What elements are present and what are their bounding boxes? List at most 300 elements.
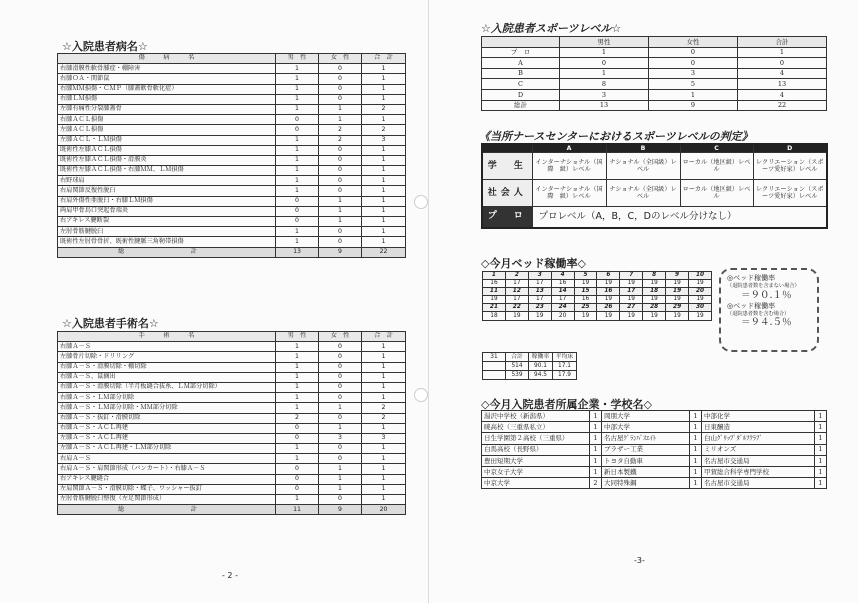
table-cell: 1 bbox=[276, 454, 319, 464]
disease-row bbox=[58, 227, 406, 237]
calendar-value: 19 bbox=[597, 296, 620, 304]
table-cell: 0 bbox=[276, 115, 319, 125]
table-cell: 3 bbox=[362, 433, 406, 443]
table-cell: 右膝Ａ－Ｓ・抜釘・滑膜切除 bbox=[58, 413, 276, 423]
disease-row bbox=[58, 206, 406, 216]
table-cell: 0 bbox=[276, 433, 319, 443]
level-cell: ローカル（地区級）レベル bbox=[680, 180, 753, 207]
table-cell: 9 bbox=[649, 100, 738, 111]
table-cell: 0 bbox=[738, 58, 827, 69]
surgery-row bbox=[58, 484, 406, 494]
company-name: 名古屋ｸﾞﾗﾝﾊﾟｽｴｲﾄ bbox=[602, 433, 690, 444]
rate-note-2: （退院患者数を含む場合） bbox=[727, 310, 790, 317]
table-cell: 1 bbox=[276, 342, 319, 352]
bed-summary-table bbox=[482, 352, 577, 380]
calendar-day: 30 bbox=[689, 304, 712, 312]
calendar-value: 19 bbox=[597, 280, 620, 288]
calendar-value: 20 bbox=[551, 312, 574, 320]
table-cell: 1 bbox=[319, 474, 362, 484]
disease-row bbox=[58, 155, 406, 165]
table-cell: 0 bbox=[319, 227, 362, 237]
table-cell: 既術性左膝ＡＣＬ損傷・右膝ＭＭ、ＬＭ損傷 bbox=[58, 166, 276, 176]
total-cell: 11 bbox=[276, 505, 319, 515]
surgery-row bbox=[58, 423, 406, 433]
company-count: 1 bbox=[690, 455, 702, 466]
disease-row bbox=[58, 94, 406, 104]
company-name: 名古屋市交通局 bbox=[702, 455, 815, 466]
summary-cell: 539 bbox=[506, 371, 529, 380]
level-header-cell: C bbox=[680, 144, 753, 153]
table-cell: 右肩外傷性亜脱臼・右膝ＬＭ損傷 bbox=[58, 196, 276, 206]
calendar-day: 27 bbox=[620, 304, 643, 312]
calendar-value: 19 bbox=[528, 312, 551, 320]
table-cell: 2 bbox=[362, 403, 406, 413]
table-cell: A bbox=[482, 58, 560, 69]
table-cell: 0 bbox=[560, 58, 649, 69]
table-cell: 0 bbox=[319, 166, 362, 176]
company-name: 甲賀総合科学専門学校 bbox=[702, 466, 815, 477]
calendar-value: 19 bbox=[620, 280, 643, 288]
calendar-day-row bbox=[483, 304, 712, 312]
company-name: 日東醸造 bbox=[702, 422, 815, 433]
table-cell: 3 bbox=[319, 433, 362, 443]
calendar-day: 8 bbox=[643, 272, 666, 280]
calendar-day: 24 bbox=[551, 304, 574, 312]
table-cell: 1 bbox=[362, 145, 406, 155]
table-cell: 1 bbox=[362, 382, 406, 392]
total-cell: 9 bbox=[319, 505, 362, 515]
surgery-row bbox=[58, 464, 406, 474]
table-cell: 4 bbox=[738, 89, 827, 100]
table-cell: 右膝滑膜性軟骨腫症・棚障害 bbox=[58, 64, 276, 74]
table-cell: 1 bbox=[362, 217, 406, 227]
table-cell: 8 bbox=[560, 79, 649, 90]
table-cell: 1 bbox=[362, 237, 406, 247]
rate-value-2: ＝９４.５％ bbox=[741, 317, 792, 328]
level-row-label: 社会人 bbox=[482, 180, 532, 207]
company-count: 1 bbox=[690, 444, 702, 455]
company-count: 1 bbox=[815, 444, 827, 455]
summary-cell: 94.5 bbox=[529, 371, 553, 380]
disease-row bbox=[58, 74, 406, 84]
right-page bbox=[429, 0, 858, 603]
table-cell: 1 bbox=[362, 186, 406, 196]
header-cell: 男 性 bbox=[276, 54, 319, 64]
calendar-value: 19 bbox=[689, 312, 712, 320]
table-cell: 左膝Ａ－Ｓ・ＡＣＬ再建・ＬＭ部分切除 bbox=[58, 444, 276, 454]
table-cell: 1 bbox=[362, 352, 406, 362]
table-cell: 右膝ＡＣＬ損傷 bbox=[58, 115, 276, 125]
disease-row bbox=[58, 237, 406, 247]
level-cell: インターナショナル（国 際 級）レベル bbox=[532, 180, 606, 207]
summary-header-row bbox=[483, 353, 577, 362]
disease-row bbox=[58, 115, 406, 125]
summary-header: 稼働率 bbox=[529, 353, 553, 362]
table-cell: 1 bbox=[362, 423, 406, 433]
table-cell: 1 bbox=[276, 84, 319, 94]
table-cell: 1 bbox=[362, 362, 406, 372]
company-count: 1 bbox=[590, 466, 602, 477]
page-number-left: - 2 - bbox=[222, 571, 238, 580]
header-cell: 女 性 bbox=[319, 54, 362, 64]
header-cell: 手 術 名 bbox=[58, 332, 276, 342]
table-cell: 1 bbox=[276, 176, 319, 186]
sport-row bbox=[482, 100, 827, 111]
header-cell: 女 性 bbox=[319, 332, 362, 342]
table-cell: 1 bbox=[319, 115, 362, 125]
table-cell: 左膝有痛性分裂膝蓋骨 bbox=[58, 104, 276, 114]
rate-note-1: （退院患者数を含まない場合） bbox=[727, 283, 800, 289]
surgery-row bbox=[58, 433, 406, 443]
rate-label-1: ◎ベッド稼働率 bbox=[727, 274, 776, 282]
table-cell: 0 bbox=[649, 47, 738, 58]
table-cell: 0 bbox=[319, 237, 362, 247]
calendar-day: 4 bbox=[551, 272, 574, 280]
table-cell: 1 bbox=[319, 403, 362, 413]
level-cell: レクリエーション（スポーツ愛好家）レベル bbox=[753, 153, 827, 180]
table-cell: 左膝Ａ－Ｓ・ＡＣＬ再建 bbox=[58, 433, 276, 443]
table-cell: 0 bbox=[276, 217, 319, 227]
company-name: 白山ｸﾞﾘｯﾌﾟﾀﾞﾙﾌｸﾗﾌﾞ bbox=[702, 433, 815, 444]
table-cell: 0 bbox=[319, 186, 362, 196]
company-count: 1 bbox=[815, 455, 827, 466]
table-cell: 1 bbox=[276, 237, 319, 247]
table-cell: 1 bbox=[276, 135, 319, 145]
calendar-value: 18 bbox=[483, 312, 506, 320]
pro-level-text: プロレベル（A，B，C，Dのレベル分けなし） bbox=[532, 207, 827, 228]
table-cell: 0 bbox=[319, 176, 362, 186]
table-cell: 1 bbox=[276, 372, 319, 382]
table-cell: 1 bbox=[276, 352, 319, 362]
table-cell: 1 bbox=[362, 166, 406, 176]
table-cell: 1 bbox=[649, 89, 738, 100]
calendar-day: 17 bbox=[620, 288, 643, 296]
table-cell: 1 bbox=[276, 393, 319, 403]
table-cell: 1 bbox=[319, 423, 362, 433]
table-cell: 1 bbox=[362, 342, 406, 352]
calendar-value: 19 bbox=[505, 312, 528, 320]
calendar-value: 17 bbox=[505, 280, 528, 288]
calendar-day: 3 bbox=[528, 272, 551, 280]
table-cell: 1 bbox=[276, 104, 319, 114]
calendar-day-row bbox=[483, 272, 712, 280]
table-cell: 1 bbox=[319, 217, 362, 227]
table-cell: 1 bbox=[276, 94, 319, 104]
table-cell: 5 bbox=[649, 79, 738, 90]
surgery-row bbox=[58, 382, 406, 392]
summary-cell bbox=[483, 371, 506, 380]
company-name: 新日本製鐵 bbox=[602, 466, 690, 477]
calendar-value: 19 bbox=[483, 296, 506, 304]
company-name: 湯沢中学校（新潟県） bbox=[482, 411, 590, 422]
disease-row bbox=[58, 84, 406, 94]
table-cell: 右膝Ａ－Ｓ・ＬＭ部分切除 bbox=[58, 393, 276, 403]
table-cell: 右アキレス腱縫合 bbox=[58, 474, 276, 484]
company-name: 中京大学 bbox=[482, 478, 590, 489]
header-cell: 合 計 bbox=[362, 54, 406, 64]
table-cell: 1 bbox=[276, 64, 319, 74]
surgery-row bbox=[58, 403, 406, 413]
company-row bbox=[482, 422, 827, 433]
surgery-header-row bbox=[58, 332, 406, 342]
table-cell: 1 bbox=[276, 74, 319, 84]
calendar-day: 5 bbox=[574, 272, 597, 280]
sport-header-row bbox=[482, 37, 827, 48]
company-title: ◇今月入院患者所属企業・学校名◇ bbox=[481, 398, 652, 411]
table-cell: 右膝ＯＡ・関節鼠 bbox=[58, 74, 276, 84]
header-cell: 男 性 bbox=[276, 332, 319, 342]
total-cell: 総 計 bbox=[58, 505, 276, 515]
table-cell: 1 bbox=[362, 94, 406, 104]
table-cell: 13 bbox=[560, 100, 649, 111]
company-row bbox=[482, 433, 827, 444]
table-cell: 0 bbox=[276, 196, 319, 206]
calendar-day: 10 bbox=[689, 272, 712, 280]
table-cell: 0 bbox=[319, 352, 362, 362]
rate-label-2: ◎ベッド稼働率 bbox=[727, 301, 776, 310]
table-cell: 既術性左膝ＡＣＬ損傷 bbox=[58, 145, 276, 155]
table-cell: 1 bbox=[362, 393, 406, 403]
disease-row bbox=[58, 186, 406, 196]
table-cell: 1 bbox=[362, 484, 406, 494]
table-cell: 左肘骨筋腱脱臼 bbox=[58, 227, 276, 237]
summary-header: 31 bbox=[483, 353, 506, 362]
table-cell: 0 bbox=[276, 125, 319, 135]
company-count: 1 bbox=[590, 411, 602, 422]
company-count: 1 bbox=[690, 433, 702, 444]
calendar-day: 23 bbox=[528, 304, 551, 312]
calendar-day: 15 bbox=[574, 288, 597, 296]
surgery-row bbox=[58, 495, 406, 505]
calendar-value: 17 bbox=[528, 280, 551, 288]
disease-row bbox=[58, 125, 406, 135]
calendar-value: 19 bbox=[666, 296, 689, 304]
company-row bbox=[482, 444, 827, 455]
calendar-day: 6 bbox=[597, 272, 620, 280]
table-cell: 3 bbox=[362, 135, 406, 145]
table-cell: 1 bbox=[319, 464, 362, 474]
table-cell: 1 bbox=[362, 196, 406, 206]
disease-table bbox=[57, 53, 406, 258]
table-cell: 1 bbox=[362, 155, 406, 165]
calendar-value: 19 bbox=[643, 312, 666, 320]
table-cell: 0 bbox=[319, 444, 362, 454]
sport-title: ☆入院患者スポーツレベル☆ bbox=[481, 22, 622, 35]
table-cell: 1 bbox=[319, 484, 362, 494]
level-cell: ナショナル（全国級）レベル bbox=[606, 153, 680, 180]
table-cell: 1 bbox=[362, 474, 406, 484]
table-cell: 1 bbox=[738, 47, 827, 58]
company-count: 1 bbox=[590, 455, 602, 466]
calendar-value-row bbox=[483, 312, 712, 320]
company-name: 大同特殊鋼 bbox=[602, 478, 690, 489]
surgery-row bbox=[58, 454, 406, 464]
disease-row bbox=[58, 166, 406, 176]
disease-row bbox=[58, 64, 406, 74]
summary-header: 合計 bbox=[506, 353, 529, 362]
company-name: 中部化学 bbox=[702, 411, 815, 422]
page-number-right: -3- bbox=[634, 556, 645, 565]
company-name: 豊田短期大学 bbox=[482, 455, 590, 466]
table-cell: 1 bbox=[362, 464, 406, 474]
table-cell: 0 bbox=[649, 58, 738, 69]
table-cell: 0 bbox=[319, 362, 362, 372]
company-row bbox=[482, 466, 827, 477]
punch-hole bbox=[414, 195, 428, 209]
calendar-value: 16 bbox=[483, 280, 506, 288]
table-cell: 右膝Ａ－Ｓ、鼠摘出 bbox=[58, 372, 276, 382]
calendar-day: 13 bbox=[528, 288, 551, 296]
calendar-value: 19 bbox=[597, 312, 620, 320]
sport-level-table bbox=[481, 36, 827, 111]
calendar-day: 7 bbox=[620, 272, 643, 280]
table-cell: 0 bbox=[319, 342, 362, 352]
calendar-value: 17 bbox=[528, 296, 551, 304]
table-cell: 両肩甲骨烏口突起骨端炎 bbox=[58, 206, 276, 216]
table-cell: 0 bbox=[319, 84, 362, 94]
sport-row bbox=[482, 79, 827, 90]
surgery-title: ☆入院患者手術名☆ bbox=[62, 317, 159, 330]
table-cell: 右肩Ａ－Ｓ・肩関節形成（バンカート）・右膝Ａ－Ｓ bbox=[58, 464, 276, 474]
level-row-label: プ ロ bbox=[482, 207, 532, 228]
calendar-value: 19 bbox=[643, 296, 666, 304]
disease-title: ☆入院患者病名☆ bbox=[62, 40, 148, 53]
surgery-total-row bbox=[58, 505, 406, 515]
company-name: トヨタ自動車 bbox=[602, 455, 690, 466]
calendar-value: 16 bbox=[551, 280, 574, 288]
table-cell: 右肩Ａ－Ｓ bbox=[58, 454, 276, 464]
table-cell: 1 bbox=[362, 176, 406, 186]
header-cell: 女性 bbox=[649, 37, 738, 48]
table-cell: 0 bbox=[319, 94, 362, 104]
table-cell: 1 bbox=[560, 47, 649, 58]
calendar-value: 19 bbox=[574, 280, 597, 288]
calendar-value-row bbox=[483, 296, 712, 304]
table-cell: 0 bbox=[319, 495, 362, 505]
bed-calendar-table bbox=[482, 271, 712, 321]
calendar-day: 18 bbox=[643, 288, 666, 296]
calendar-value-row bbox=[483, 280, 712, 288]
company-count: 1 bbox=[590, 422, 602, 433]
table-cell: 右野球肩 bbox=[58, 176, 276, 186]
table-cell: 右膝ＭＭ損傷・ＣＭＰ（膝蓋軟骨軟化症） bbox=[58, 84, 276, 94]
table-cell: 右膝Ａ－Ｓ・ＡＣＬ再建 bbox=[58, 423, 276, 433]
header-cell: 合 計 bbox=[362, 332, 406, 342]
level-row bbox=[482, 153, 827, 180]
level-cell: ローカル（地区級）レベル bbox=[680, 153, 753, 180]
table-cell: 0 bbox=[319, 145, 362, 155]
table-cell: 1 bbox=[276, 166, 319, 176]
calendar-day: 2 bbox=[505, 272, 528, 280]
table-cell: 3 bbox=[560, 89, 649, 100]
table-cell: 1 bbox=[362, 115, 406, 125]
calendar-value: 19 bbox=[666, 280, 689, 288]
calendar-value: 17 bbox=[505, 296, 528, 304]
table-cell: 1 bbox=[276, 227, 319, 237]
company-count: 1 bbox=[690, 422, 702, 433]
level-cell: インターナショナル（国 際 級）レベル bbox=[532, 153, 606, 180]
company-row bbox=[482, 478, 827, 489]
calendar-day: 20 bbox=[689, 288, 712, 296]
calendar-value: 19 bbox=[620, 312, 643, 320]
company-table bbox=[481, 410, 827, 489]
table-cell: 1 bbox=[362, 454, 406, 464]
company-row bbox=[482, 455, 827, 466]
table-cell: 1 bbox=[319, 206, 362, 216]
bed-title: ◇今月ベッド稼働率◇ bbox=[481, 257, 586, 270]
surgery-row bbox=[58, 352, 406, 362]
company-name: 日生学園第２高校（三重県） bbox=[482, 433, 590, 444]
bed-rate-box bbox=[719, 268, 819, 352]
table-cell: 0 bbox=[319, 413, 362, 423]
summary-header: 平均床 bbox=[553, 353, 577, 362]
total-cell: 22 bbox=[362, 247, 406, 257]
table-cell: 左膝骨片切除・ドリリング bbox=[58, 352, 276, 362]
company-name: ブラザー工業 bbox=[602, 444, 690, 455]
table-cell: 0 bbox=[319, 382, 362, 392]
level-header-cell: B bbox=[606, 144, 680, 153]
surgery-row bbox=[58, 413, 406, 423]
table-cell: 0 bbox=[319, 74, 362, 84]
company-row bbox=[482, 411, 827, 422]
table-cell: 左肩関節Ａ－Ｓ・滑膜切除・蝶子、ワッシャー抜釘 bbox=[58, 484, 276, 494]
company-count: 2 bbox=[590, 478, 602, 489]
sport-row bbox=[482, 89, 827, 100]
table-cell: 1 bbox=[276, 382, 319, 392]
summary-cell: 17.9 bbox=[553, 371, 577, 380]
level-judgement-table bbox=[481, 143, 828, 229]
table-cell: 2 bbox=[319, 125, 362, 135]
table-cell: 既術性左膝ＡＣＬ損傷・滑膜炎 bbox=[58, 155, 276, 165]
calendar-day: 14 bbox=[551, 288, 574, 296]
table-cell: 0 bbox=[319, 393, 362, 403]
table-cell: 1 bbox=[276, 444, 319, 454]
level-row-label: 学 生 bbox=[482, 153, 532, 180]
table-cell: 1 bbox=[276, 186, 319, 196]
company-count: 1 bbox=[815, 466, 827, 477]
calendar-value: 19 bbox=[643, 280, 666, 288]
calendar-day: 12 bbox=[505, 288, 528, 296]
table-cell: 右膝Ａ－Ｓ・ＬＭ部分切除・ＭＭ部分切除 bbox=[58, 403, 276, 413]
company-count: 1 bbox=[690, 466, 702, 477]
table-cell: 1 bbox=[362, 206, 406, 216]
calendar-day-row bbox=[483, 288, 712, 296]
table-cell: 総計 bbox=[482, 100, 560, 111]
table-cell: 1 bbox=[276, 495, 319, 505]
summary-cell bbox=[483, 362, 506, 371]
header-cell: 合計 bbox=[738, 37, 827, 48]
level-row-pro bbox=[482, 207, 827, 228]
calendar-day: 25 bbox=[574, 304, 597, 312]
calendar-day: 1 bbox=[483, 272, 506, 280]
table-cell: 1 bbox=[276, 403, 319, 413]
table-cell: 左肘骨筋腱脱臼整復（左足関節形成） bbox=[58, 495, 276, 505]
table-cell: 1 bbox=[362, 444, 406, 454]
disease-row bbox=[58, 104, 406, 114]
calendar-day: 21 bbox=[483, 304, 506, 312]
table-cell: 4 bbox=[738, 68, 827, 79]
company-name: ミリオンズ bbox=[702, 444, 815, 455]
table-cell: 2 bbox=[362, 125, 406, 135]
disease-row bbox=[58, 217, 406, 227]
company-name: 名古屋市交通局 bbox=[702, 478, 815, 489]
sport-row bbox=[482, 68, 827, 79]
table-cell: 右膝ＬＭ損傷 bbox=[58, 94, 276, 104]
calendar-day: 9 bbox=[666, 272, 689, 280]
sport-row bbox=[482, 58, 827, 69]
table-cell: 2 bbox=[362, 413, 406, 423]
table-cell: B bbox=[482, 68, 560, 79]
